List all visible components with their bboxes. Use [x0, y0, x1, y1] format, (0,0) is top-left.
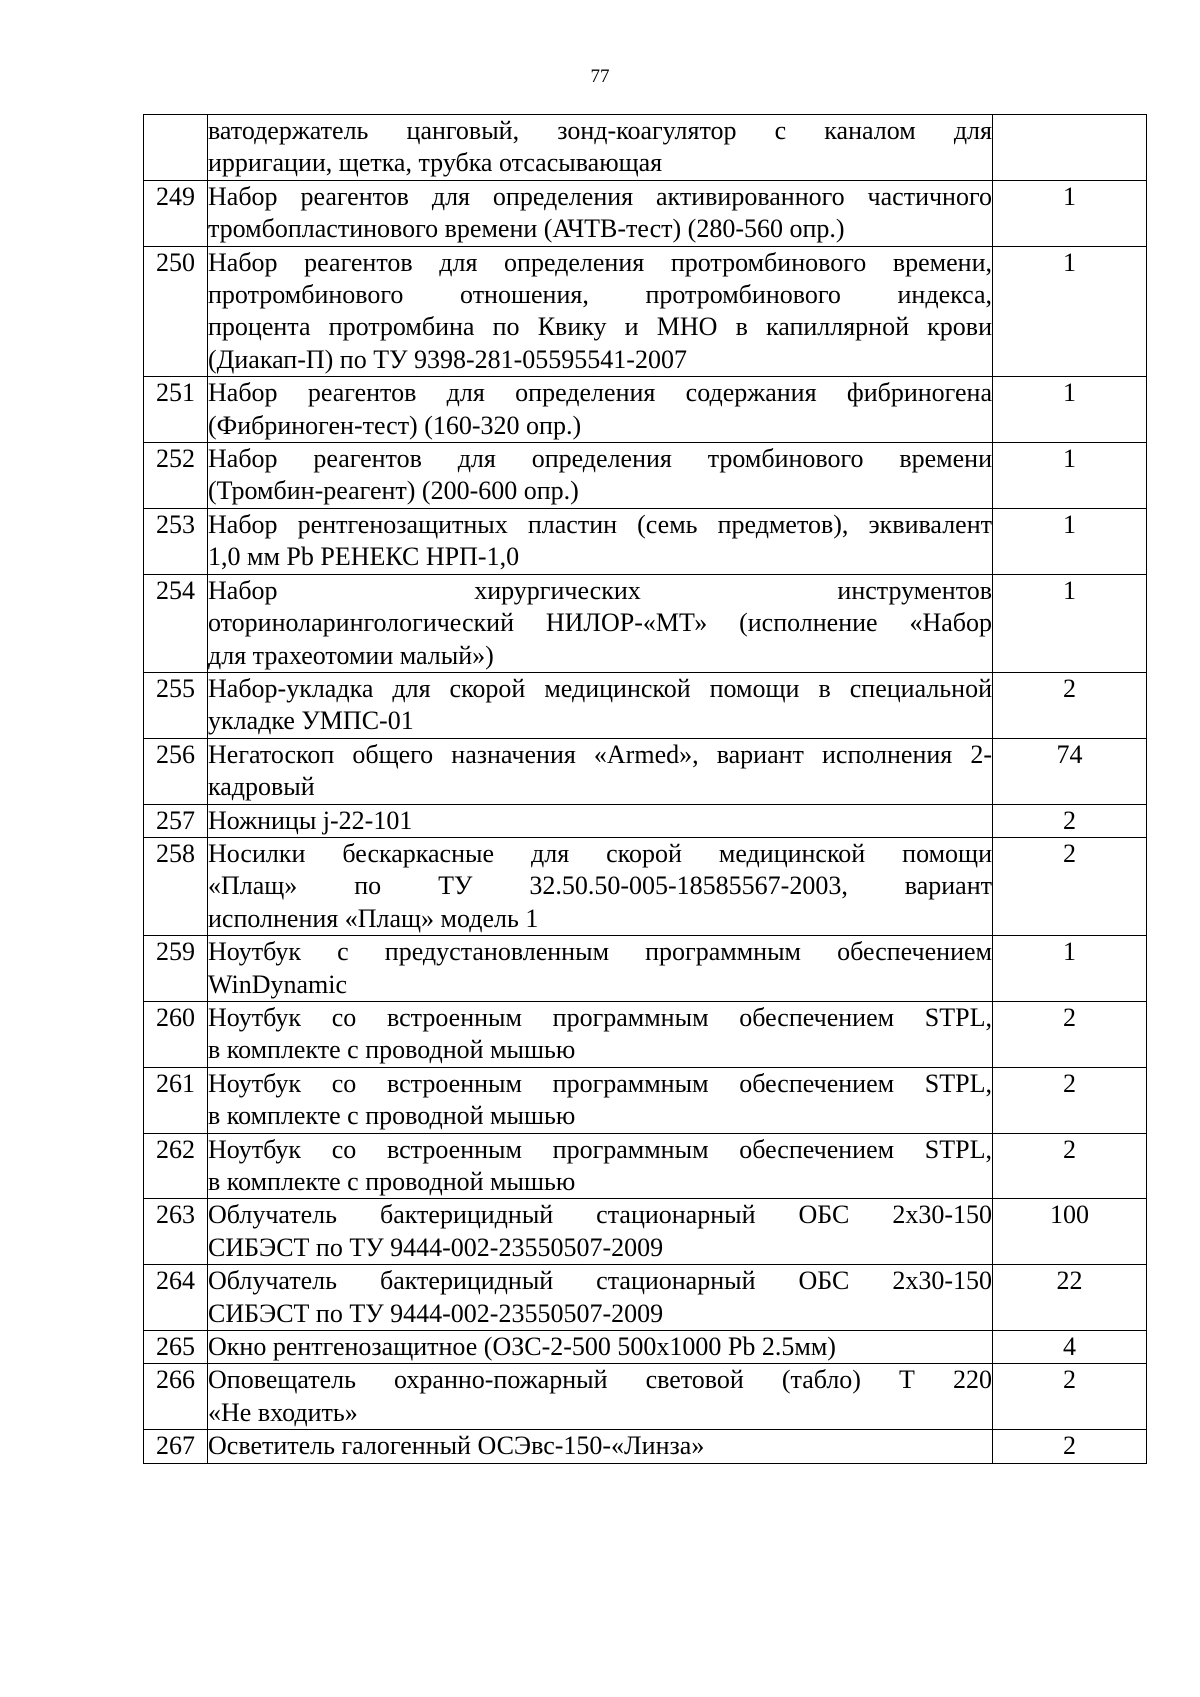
item-quantity: 1	[993, 443, 1147, 509]
item-quantity: 22	[993, 1265, 1147, 1331]
item-name	[208, 1430, 993, 1463]
item-quantity: 2	[993, 837, 1147, 935]
row-number: 264	[144, 1265, 208, 1331]
item-name-line: Набор-укладка для скорой медицинской помощи в специальной	[208, 673, 992, 703]
row-number: 250	[144, 246, 208, 377]
item-name-line: «Плащ» по ТУ 32.50.50-005-18585567-2003, вариант	[208, 871, 992, 901]
table-row	[144, 936, 1147, 1002]
item-name	[208, 115, 993, 181]
row-number: 255	[144, 672, 208, 738]
item-quantity: 2	[993, 1133, 1147, 1199]
item-name-line: Негатоскоп общего назначения «Armed», вариант исполнения 2-	[208, 739, 992, 769]
row-number: 267	[144, 1430, 208, 1463]
item-name-line: процента протромбина по Квику и МНО в капиллярной крови	[208, 312, 992, 342]
item-name-line: укладке УМПС-01	[208, 706, 414, 736]
table-row	[144, 1199, 1147, 1265]
item-name	[208, 738, 993, 804]
item-name-line: исполнения «Плащ» модель 1	[208, 903, 539, 933]
item-name	[208, 1331, 993, 1364]
item-name-line: Оповещатель охранно-пожарный световой (табло) Т 220	[208, 1365, 992, 1395]
item-name	[208, 574, 993, 672]
row-number: 254	[144, 574, 208, 672]
item-name-line: тромбопластинового времени (АЧТВ-тест) (280-560 опр.)	[208, 214, 845, 244]
item-name	[208, 246, 993, 377]
item-name-line: (Диакап-П) по ТУ 9398-281-05595541-2007	[208, 344, 687, 374]
row-number: 259	[144, 936, 208, 1002]
item-name-line: ватодержатель цанговый, зонд-коагулятор с каналом для	[208, 116, 992, 145]
row-number: 257	[144, 804, 208, 837]
item-name	[208, 1364, 993, 1430]
table-row	[144, 672, 1147, 738]
item-name	[208, 377, 993, 443]
item-name-line: 1,0 мм Pb РЕНЕКС НРП-1,0	[208, 542, 520, 572]
table-row	[144, 574, 1147, 672]
item-name	[208, 1001, 993, 1067]
row-number: 256	[144, 738, 208, 804]
item-name	[208, 804, 993, 837]
table-row	[144, 1430, 1147, 1463]
item-name-line: для трахеотомии малый»)	[208, 640, 494, 670]
item-name-line: Набор хирургических инструментов	[208, 575, 992, 605]
item-quantity: 2	[993, 1001, 1147, 1067]
item-name	[208, 837, 993, 935]
item-name-line: (Фибриноген-тест) (160-320 опр.)	[208, 410, 582, 440]
item-quantity: 1	[993, 246, 1147, 377]
item-name-line: Набор реагентов для определения содержания фибриногена	[208, 378, 992, 408]
row-number: 258	[144, 837, 208, 935]
table-row	[144, 837, 1147, 935]
item-quantity: 2	[993, 1430, 1147, 1463]
item-quantity: 2	[993, 672, 1147, 738]
table-row	[144, 1331, 1147, 1364]
item-name	[208, 1133, 993, 1199]
row-number: 253	[144, 508, 208, 574]
item-name-line: Облучатель бактерицидный стационарный ОБС 2х30-150	[208, 1266, 992, 1296]
item-name	[208, 1067, 993, 1133]
row-number: 260	[144, 1001, 208, 1067]
item-name-line: Ноутбук со встроенным программным обеспечением STPL,	[208, 1068, 992, 1098]
item-name-line: Набор реагентов для определения тромбинового времени	[208, 444, 992, 474]
item-quantity: 1	[993, 180, 1147, 246]
item-name-line: Ноутбук с предустановленным программным обеспечением	[208, 937, 992, 967]
row-number: 251	[144, 377, 208, 443]
item-quantity: 74	[993, 738, 1147, 804]
item-name-line: Набор реагентов для определения протромбинового времени,	[208, 247, 992, 277]
table-row	[144, 246, 1147, 377]
item-name-line: в комплекте с проводной мышью	[208, 1035, 576, 1065]
row-number: 249	[144, 180, 208, 246]
table-row	[144, 1265, 1147, 1331]
row-number	[144, 115, 208, 181]
table-row	[144, 443, 1147, 509]
item-name-line: СИБЭСТ по ТУ 9444-002-23550507-2009	[208, 1298, 664, 1328]
item-name-line: в комплекте с проводной мышью	[208, 1167, 576, 1196]
table-row	[144, 1001, 1147, 1067]
page-number: 77	[590, 66, 610, 87]
item-name-line: Окно рентгенозащитное (ОЗС-2-500 500х1000 Pb 2.5мм)	[208, 1332, 836, 1362]
item-name-line: Облучатель бактерицидный стационарный ОБС 2х30-150	[208, 1200, 992, 1230]
item-quantity: 2	[993, 1067, 1147, 1133]
item-name	[208, 180, 993, 246]
item-name-line: Набор реагентов для определения активированного частичного	[208, 181, 992, 211]
item-name	[208, 1265, 993, 1331]
item-quantity: 1	[993, 574, 1147, 672]
item-name-line: в комплекте с проводной мышью	[208, 1101, 576, 1131]
item-name-line: (Тромбин-реагент) (200-600 опр.)	[208, 476, 579, 506]
item-name	[208, 936, 993, 1002]
table-row	[144, 804, 1147, 837]
item-name	[208, 672, 993, 738]
table-row	[144, 1067, 1147, 1133]
row-number: 266	[144, 1364, 208, 1430]
item-name-line: оториноларингологический НИЛОР-«МТ» (исполнение «Набор	[208, 608, 992, 638]
item-name-line: Ножницы j-22-101	[208, 805, 413, 835]
row-number: 252	[144, 443, 208, 509]
item-name-line: СИБЭСТ по ТУ 9444-002-23550507-2009	[208, 1232, 664, 1262]
table-row	[144, 115, 1147, 181]
item-quantity: 1	[993, 377, 1147, 443]
item-quantity: 2	[993, 804, 1147, 837]
item-name	[208, 1199, 993, 1265]
item-name	[208, 508, 993, 574]
item-quantity: 2	[993, 1364, 1147, 1430]
table-body	[144, 115, 1147, 1464]
equipment-table	[143, 114, 1147, 1464]
item-name-line: Ноутбук со встроенным программным обеспечением STPL,	[208, 1002, 992, 1032]
item-name-line: Носилки бескаркасные для скорой медицинской помощи	[208, 838, 992, 868]
item-name-line: кадровый	[208, 772, 315, 802]
item-quantity	[993, 115, 1147, 181]
table-row	[144, 377, 1147, 443]
item-name-line: протромбинового отношения, протромбинового индекса,	[208, 280, 992, 310]
row-number: 261	[144, 1067, 208, 1133]
item-quantity: 1	[993, 508, 1147, 574]
row-number: 262	[144, 1133, 208, 1199]
item-name-line: Набор рентгенозащитных пластин (семь предметов), эквивалент	[208, 509, 992, 539]
row-number: 263	[144, 1199, 208, 1265]
table-row	[144, 180, 1147, 246]
item-name-line: «Не входить»	[208, 1397, 358, 1427]
item-name-line: ирригации, щетка, трубка отсасывающая	[208, 148, 663, 178]
row-number: 265	[144, 1331, 208, 1364]
table-row	[144, 1133, 1147, 1199]
table-row	[144, 1364, 1147, 1430]
table-row	[144, 738, 1147, 804]
item-name-line: WinDynamic	[208, 969, 348, 999]
item-name	[208, 443, 993, 509]
item-quantity: 1	[993, 936, 1147, 1002]
item-quantity: 4	[993, 1331, 1147, 1364]
table-row	[144, 508, 1147, 574]
item-quantity: 100	[993, 1199, 1147, 1265]
item-name-line: Ноутбук со встроенным программным обеспечением STPL,	[208, 1134, 992, 1164]
item-name-line: Осветитель галогенный ОСЭвс-150-«Линза»	[208, 1431, 705, 1461]
